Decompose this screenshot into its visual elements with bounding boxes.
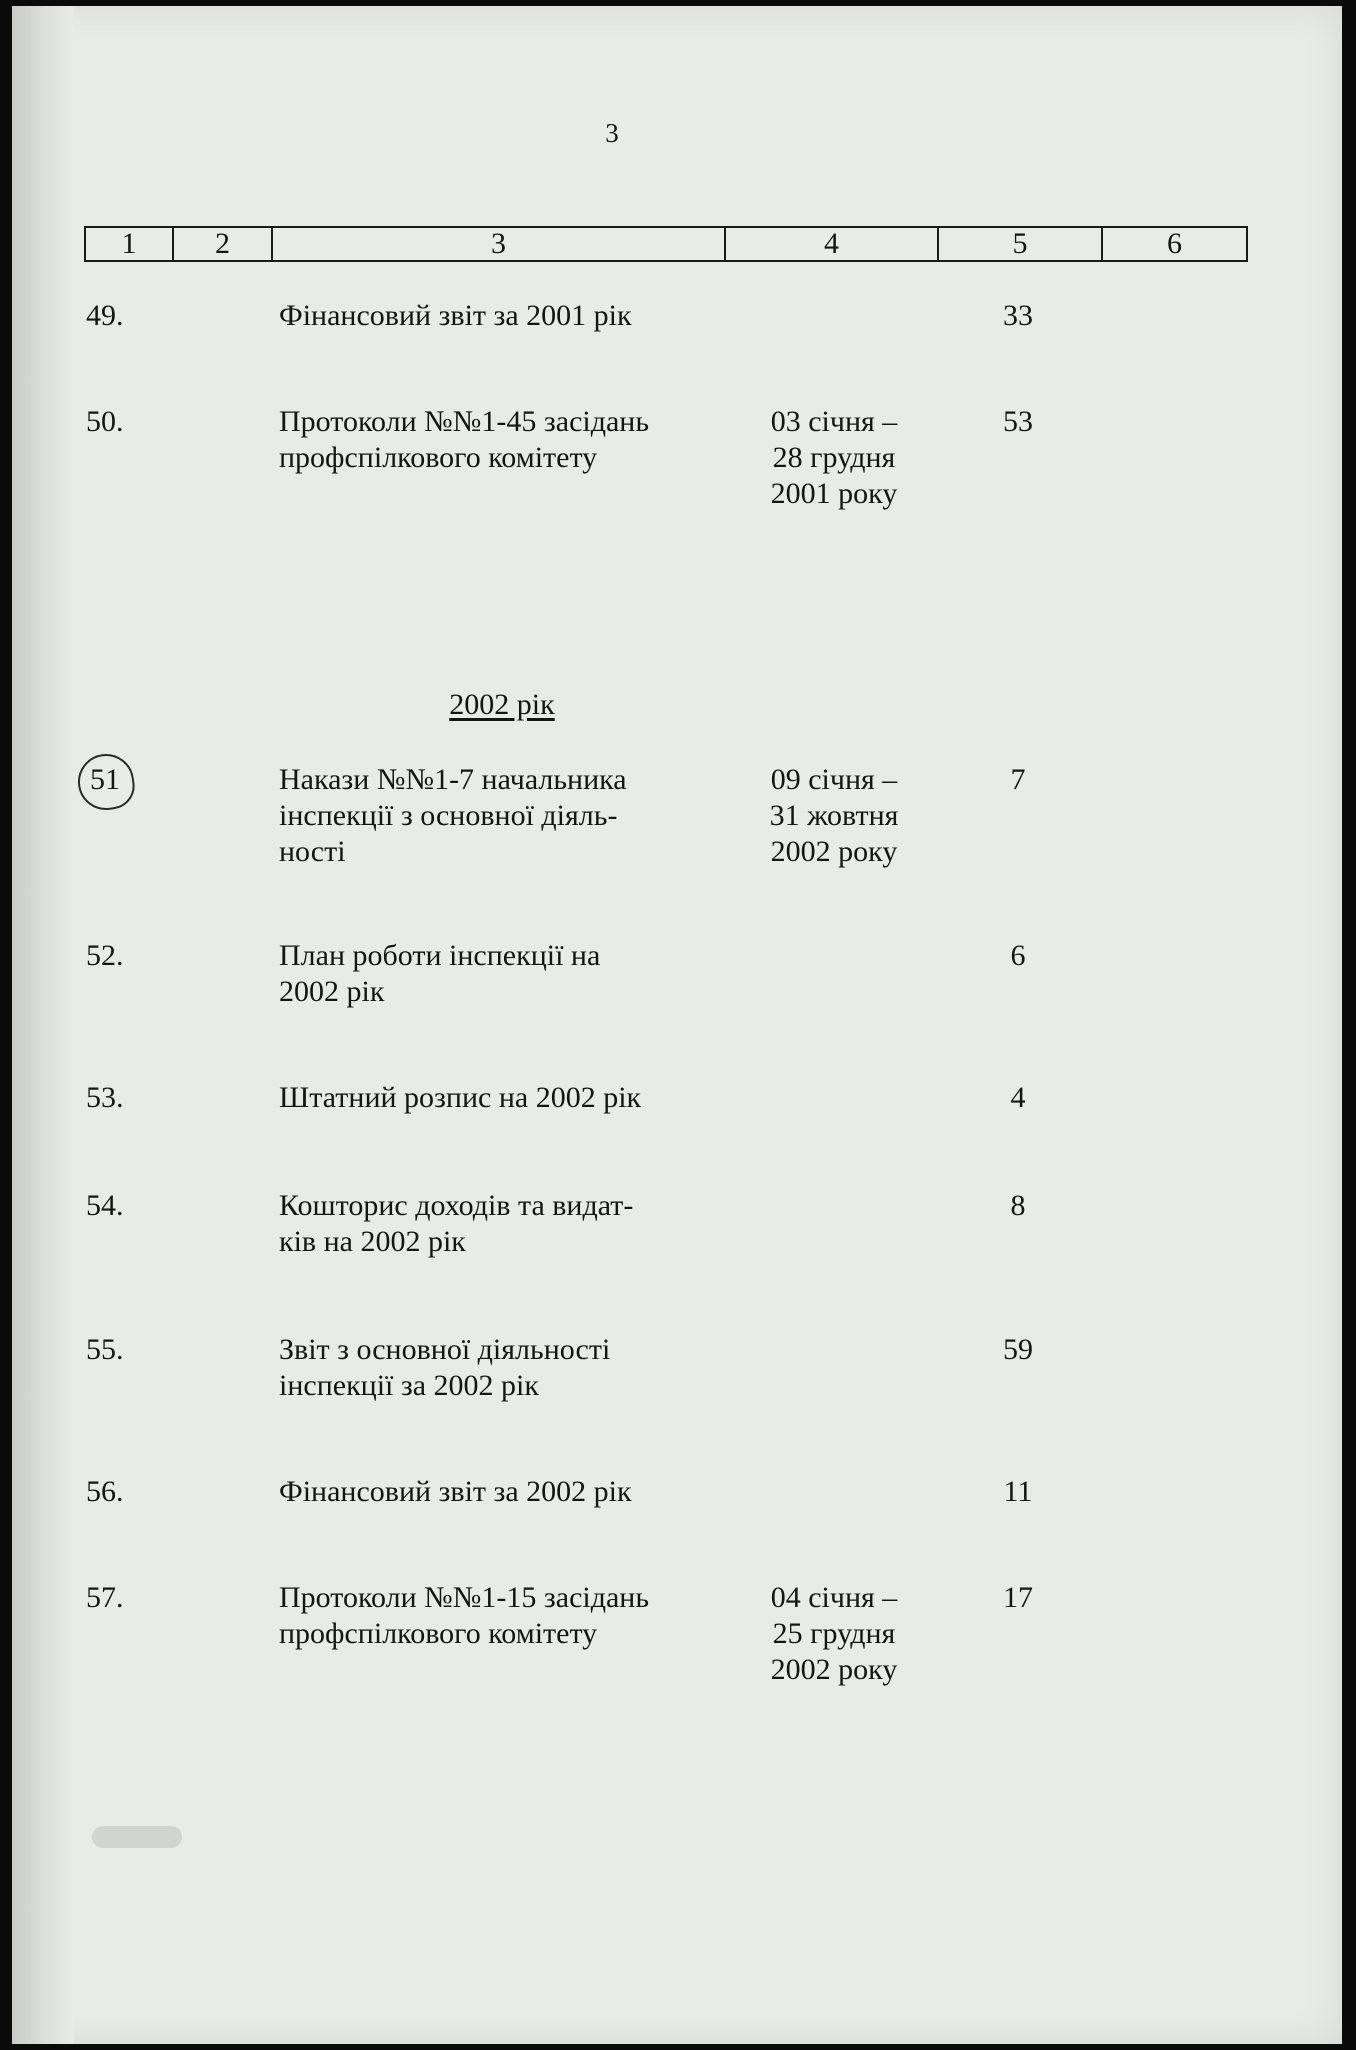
row-sheet-count: 59 [1003, 1333, 1033, 1366]
row-title-line: План роботи інспекції на [279, 939, 601, 972]
row-title-line: Фінансовий звіт за 2001 рік [279, 299, 632, 332]
row-title [279, 1580, 720, 1652]
row-title-line: Штатний розпис на 2002 рік [279, 1081, 642, 1114]
paper-smudge [92, 1826, 182, 1848]
row-sheet-count: 33 [1003, 299, 1033, 332]
row-title [279, 1332, 720, 1404]
column-header-5: 5 [939, 228, 1103, 260]
row-date-line: 04 січня – [770, 1581, 898, 1614]
year-heading: 2002 рік [449, 688, 555, 721]
row-date-line: 28 грудня [772, 441, 896, 474]
column-header-4: 4 [726, 228, 939, 260]
row-date-line: 25 грудня [772, 1617, 896, 1650]
row-number: 52. [86, 939, 124, 972]
row-title-line: Накази №№1-7 начальника [279, 763, 627, 796]
row-date-line: 03 січня – [770, 405, 898, 438]
row-dates [745, 762, 923, 870]
row-title-line: Фінансовий звіт за 2002 рік [279, 1475, 632, 1508]
row-number: 51 [90, 763, 120, 796]
row-sheet-count: 8 [1010, 1189, 1026, 1222]
column-header-table [84, 226, 1248, 262]
row-title-line: Протоколи №№1-45 засідань [279, 405, 650, 438]
row-dates [745, 404, 923, 512]
page-fold-shadow [12, 6, 74, 2044]
page-number: 3 [605, 118, 619, 148]
row-number: 56. [86, 1475, 124, 1508]
row-date-line: 2002 року [770, 835, 898, 868]
row-sheet-count: 53 [1003, 405, 1033, 438]
row-number: 55. [86, 1333, 124, 1366]
row-title-line: 2002 рік [279, 975, 385, 1008]
row-title-line: Протоколи №№1-15 засідань [279, 1581, 650, 1614]
row-sheet-count: 6 [1010, 939, 1026, 972]
row-title [279, 938, 720, 1010]
row-title-line: ності [279, 835, 346, 868]
row-title-line: профспілкового комітету [279, 441, 598, 474]
row-number: 50. [86, 405, 124, 438]
row-title [279, 298, 720, 334]
row-date-line: 31 жовтня [769, 799, 899, 832]
row-number: 54. [86, 1189, 124, 1222]
row-sheet-count: 11 [1003, 1475, 1033, 1508]
row-title [279, 1188, 720, 1260]
column-header-2: 2 [174, 228, 273, 260]
row-title-line: інспекції за 2002 рік [279, 1369, 539, 1402]
row-title [279, 1474, 720, 1510]
row-number: 57. [86, 1581, 124, 1614]
row-date-line: 2002 року [770, 1653, 898, 1686]
row-sheet-count: 17 [1003, 1581, 1033, 1614]
row-sheet-count: 7 [1010, 763, 1026, 796]
row-title-line: профспілкового комітету [279, 1617, 598, 1650]
row-title-line: інспекції з основної діяль- [279, 799, 618, 832]
column-header-6: 6 [1167, 227, 1182, 260]
row-title [279, 762, 720, 870]
row-title [279, 404, 720, 476]
row-date-line: 09 січня – [770, 763, 898, 796]
row-title-line: Кошторис доходів та видат- [279, 1189, 634, 1222]
row-dates [745, 1580, 923, 1688]
column-header-3: 3 [273, 228, 726, 260]
row-number: 49. [86, 299, 124, 332]
row-title-line: Звіт з основної діяльності [279, 1333, 611, 1366]
row-title [279, 1080, 720, 1116]
row-date-line: 2001 року [770, 477, 898, 510]
column-header-1: 1 [86, 228, 174, 260]
row-title-line: ків на 2002 рік [279, 1225, 466, 1258]
document-page [12, 6, 1342, 2044]
row-sheet-count: 4 [1010, 1081, 1026, 1114]
row-number: 53. [86, 1081, 124, 1114]
